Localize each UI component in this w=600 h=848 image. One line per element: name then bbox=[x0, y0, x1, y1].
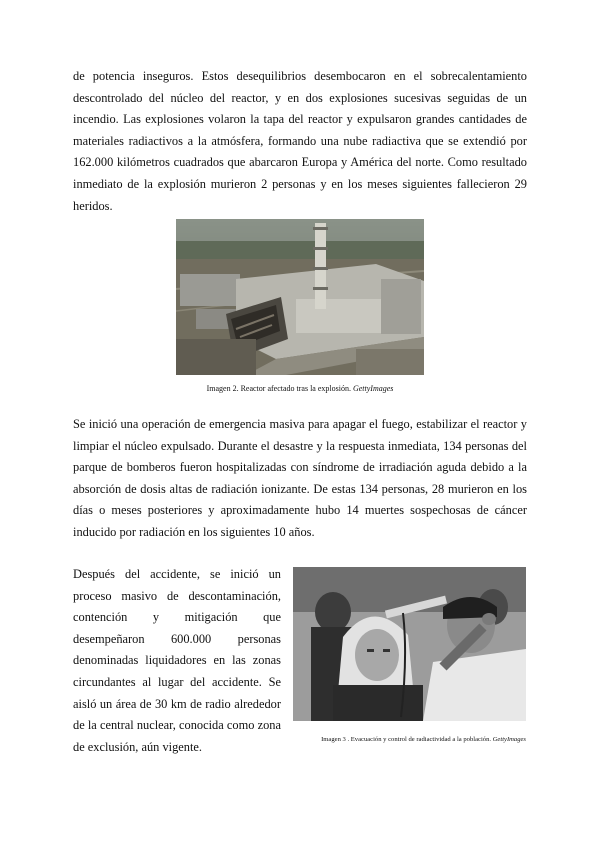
paragraph-explosion: de potencia inseguros. Estos desequilibrios desembocaron en el sobrecalentamiento descontrolado del núcleo del reactor, y en dos explosiones sucesivas seguidas de un incendio. Las explosiones volaron la tapa del reactor y expulsaron grandes cantidades de materiales radiactivos a la atmósfera, formando una nube radiactiva que se extendió por 162.000 kilómetros cuadrados que abarcaron Europa y América del norte. Como resultado inmediato de la explosión murieron 2 personas y en los meses siguientes fallecieron 29 heridos. bbox=[73, 69, 527, 213]
reactor-photo bbox=[176, 219, 424, 375]
paragraph-emergency: Se inició una operación de emergencia masiva para apagar el fuego, estabilizar el reactor y limpiar el núcleo expulsado. Durante el desastre y la respuesta inmediata, 134 personas del parque de bomberos fueron hospitalizadas con síndrome de irradiación aguda debido a la absorción de dosis altas de radiación ionizante. De estas 134 personas, 28 murieron en los días o meses posteriores y aproximadamente hubo 14 muertes sospechosas de cáncer inducido por radiación en los siguientes 10 años. bbox=[73, 417, 527, 539]
figure-2-caption bbox=[0, 384, 600, 393]
figure-3-source: GettyImages bbox=[492, 736, 526, 743]
figure-3-caption bbox=[321, 736, 526, 743]
figure-2-source: GettyImages bbox=[352, 384, 394, 393]
paragraph-decontamination: Después del accidente, se inició un proceso masivo de descontaminación, contención y mitigación que desempeñaron 600.000 personas denominadas liquidadores en las zonas circundantes al lugar del accidente. Se aisló un área de 30 km de radio alrededor de la central nuclear, conocida como zona de exclusión, aún vigente. bbox=[73, 567, 281, 754]
figure-3-caption-text: Imagen 3 . Evacuación y control de radiactividad a la población. bbox=[321, 736, 492, 743]
evacuation-photo bbox=[293, 567, 526, 721]
figure-2-caption-text: Imagen 2. Reactor afectado tras la explosión. bbox=[206, 384, 351, 393]
